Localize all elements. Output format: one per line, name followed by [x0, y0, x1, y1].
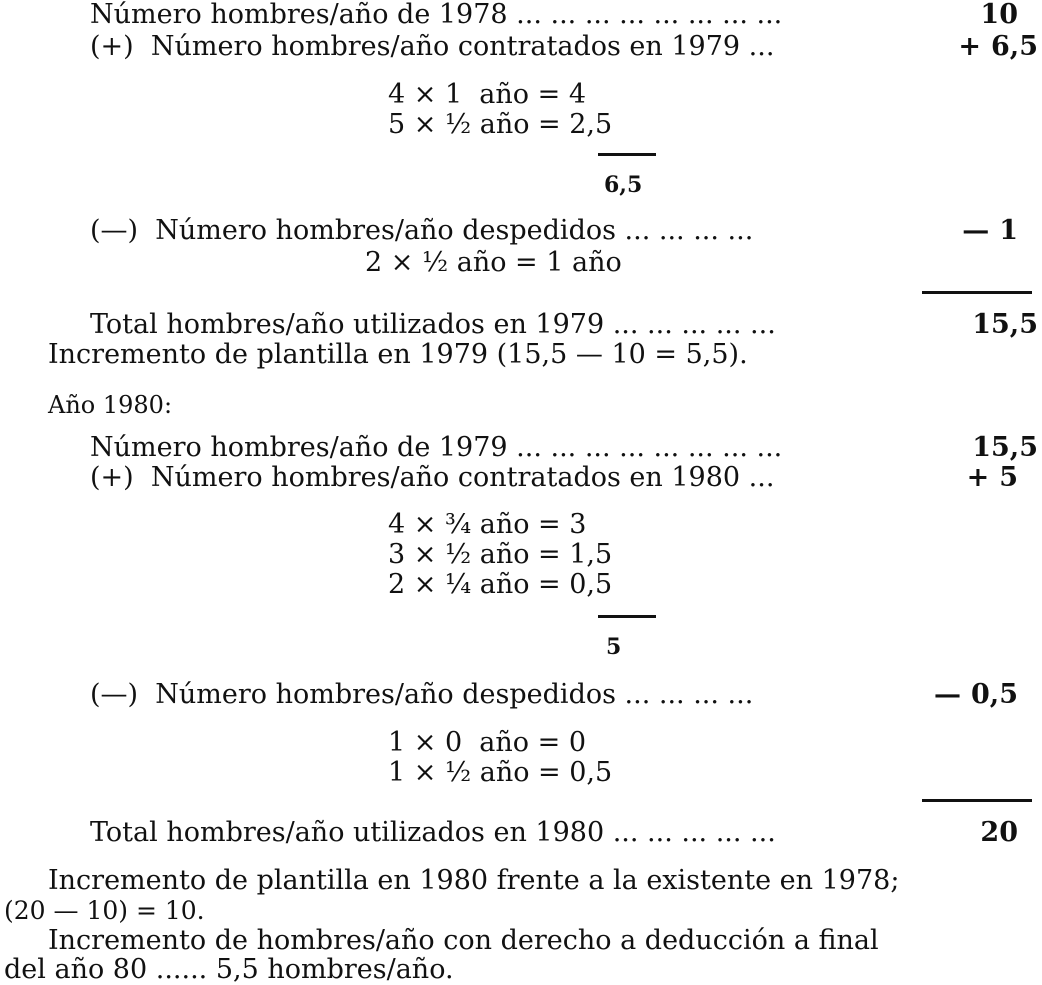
fired-calc-row: 1 × ½ año = 0,5 [388, 757, 613, 788]
total-value-1979: 15,5 [972, 309, 1038, 340]
total-line-1979: Total hombres/año utilizados en 1979 ... ... ... ... ... [90, 309, 776, 340]
plus-sign: + [966, 462, 990, 493]
hired-calc-row: 2 × ¼ año = 0,5 [388, 569, 613, 600]
total-rule [922, 799, 1032, 802]
prev-year-line-1978: Número hombres/año de 1978 ... ... ... ... ... ... ... ... [90, 0, 783, 30]
hired-calc-row: 4 × ¾ año = 3 [388, 509, 587, 540]
fired-value-1979 [838, 216, 1018, 246]
hired-subtotal-1979: 6,5 [604, 172, 643, 198]
subtotal-rule [598, 153, 656, 156]
plus-sign: + [958, 31, 982, 62]
closing-paragraph-1-line-1: Incremento de plantilla en 1980 frente a la existente en 1978; [48, 865, 900, 896]
minus-sign: — [934, 679, 962, 710]
increment-1979: Incremento de plantilla en 1979 (15,5 — 10 = 5,5). [48, 339, 748, 370]
fired-line-1979: (—) Número hombres/año despedidos ... ... ... ... [90, 215, 754, 246]
hired-value-1979 [858, 32, 1038, 62]
hired-line-1980: (+) Número hombres/año contratados en 1980 ... [90, 462, 775, 493]
total-rule [922, 291, 1032, 294]
fired-number-1980: 0,5 [971, 679, 1018, 710]
hired-number-1980: 5 [999, 462, 1018, 493]
prev-year-line-1979: Número hombres/año de 1979 ... ... ... ... ... ... ... ... [90, 432, 783, 463]
prev-year-value-1978: 10 [980, 0, 1018, 30]
hired-calc-row: 5 × ½ año = 2,5 [388, 109, 613, 140]
closing-paragraph-2-line-1: Incremento de hombres/año con derecho a deducción a final [48, 925, 879, 956]
hired-line-1979: (+) Número hombres/año contratados en 1979 ... [90, 31, 775, 62]
hired-value-1980 [838, 463, 1018, 493]
prev-year-value-1979: 15,5 [972, 432, 1038, 463]
hired-number-1979: 6,5 [991, 31, 1038, 62]
closing-paragraph-2-line-2: del año 80 ...... 5,5 hombres/año. [4, 954, 454, 985]
hired-calc-row: 4 × 1 año = 4 [388, 79, 587, 110]
hired-calc-row: 3 × ½ año = 1,5 [388, 539, 613, 570]
hired-subtotal-1980: 5 [606, 634, 622, 660]
closing-paragraph-1-line-2: (20 — 10) = 10. [4, 896, 205, 925]
fired-calc-row: 2 × ½ año = 1 año [365, 247, 622, 278]
subtotal-rule [598, 615, 656, 618]
minus-sign: — [962, 215, 990, 246]
fired-calc-row: 1 × 0 año = 0 [388, 727, 587, 758]
total-line-1980: Total hombres/año utilizados en 1980 ... ... ... ... ... [90, 817, 776, 848]
fired-line-1980: (—) Número hombres/año despedidos ... ... ... ... [90, 679, 754, 710]
year-heading-1980: Año 1980: [48, 391, 173, 419]
total-value-1980: 20 [980, 817, 1018, 848]
fired-number-1979: 1 [999, 215, 1018, 246]
fired-value-1980 [838, 680, 1018, 710]
